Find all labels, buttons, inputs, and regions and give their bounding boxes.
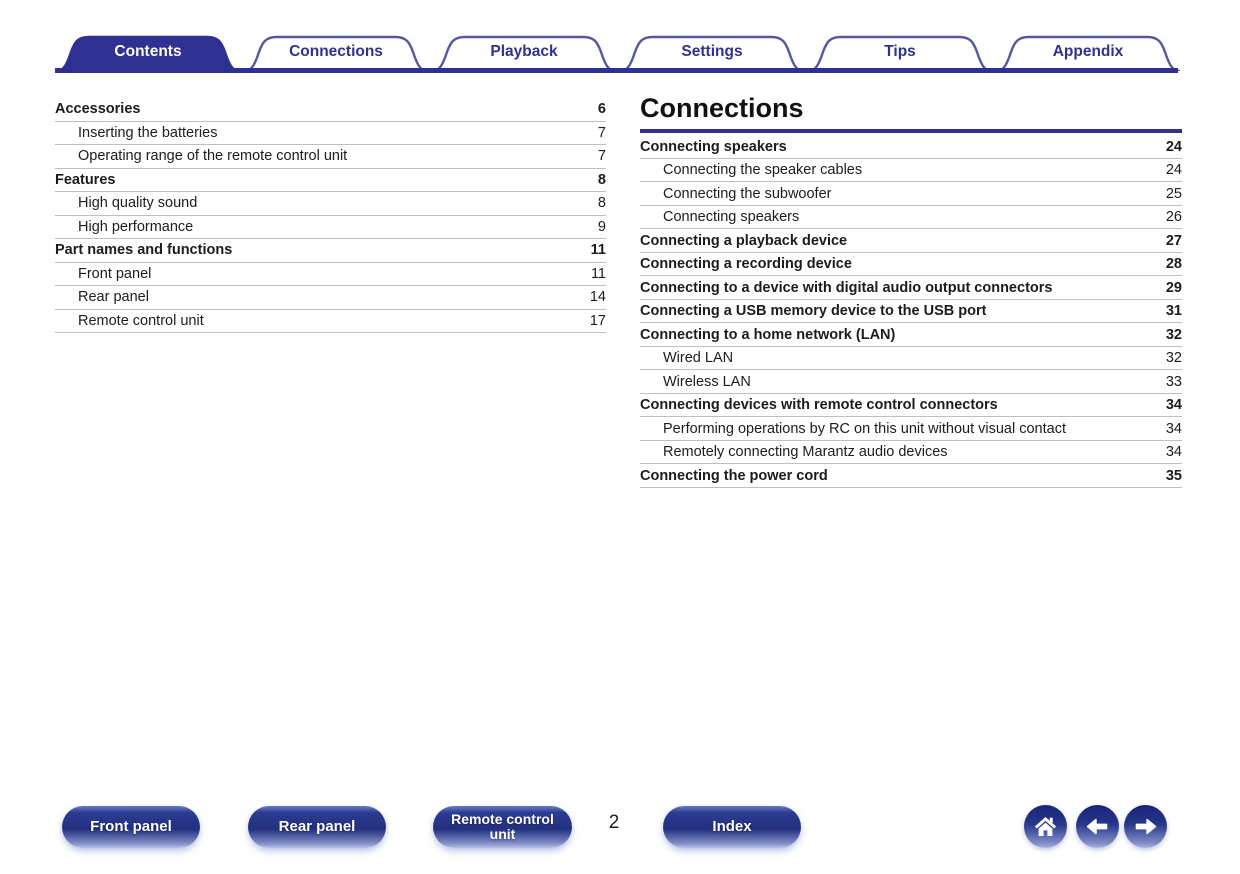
toc-entry[interactable]	[640, 229, 1182, 253]
tab-label: Settings	[681, 43, 743, 60]
toc-entry-page: 33	[1165, 373, 1182, 390]
toc-entry[interactable]	[640, 417, 1182, 441]
toc-entry-label: Connecting the subwoofer	[663, 185, 832, 202]
toc-entry-page: 25	[1165, 185, 1182, 202]
toc-entry-label: Connecting the speaker cables	[663, 162, 863, 179]
toc-entry-label: Connecting to a device with digital audio output connectors	[640, 279, 1053, 296]
tab-label: Connections	[289, 43, 383, 60]
toc-entry-page: 24	[1165, 162, 1182, 179]
toc-entry-label: Connecting speakers	[663, 209, 800, 226]
toc-entry[interactable]	[640, 347, 1182, 371]
tab[interactable]	[806, 34, 994, 71]
toc-entry-label: Rear panel	[78, 289, 149, 306]
toc-entry-page: 11	[590, 265, 606, 282]
toc-entry-page: 26	[1165, 209, 1182, 226]
toc-entry[interactable]	[55, 98, 606, 122]
toc-entry-label: Wired LAN	[663, 350, 734, 367]
toc-entry-page: 7	[597, 124, 606, 141]
toc-entry[interactable]	[640, 300, 1182, 324]
toc-entry-label: Connecting a recording device	[640, 256, 852, 273]
toc-entry-page: 34	[1165, 420, 1182, 437]
toc-entry[interactable]	[640, 159, 1182, 183]
toc-entry-page: 11	[590, 242, 606, 259]
toc-entry[interactable]	[640, 441, 1182, 465]
toc-entry-page: 7	[597, 148, 606, 165]
toc-entry[interactable]	[55, 239, 606, 263]
toc-entry-label: Features	[55, 171, 116, 188]
toc-entry-page: 31	[1165, 303, 1182, 320]
tab-label: Playback	[490, 43, 558, 60]
toc-entry[interactable]	[55, 145, 606, 169]
toc-entry[interactable]	[55, 310, 606, 334]
toc-entry-page: 34	[1165, 397, 1182, 414]
toc-entry-page: 28	[1165, 256, 1182, 273]
toc-left-column	[55, 98, 606, 333]
toc-entry-label: High performance	[78, 218, 194, 235]
toc-entry-label: Remote control unit	[78, 312, 204, 329]
forward-arrow-glyph	[1132, 813, 1159, 840]
rear-panel-button[interactable]	[248, 806, 386, 848]
remote-control-unit-button[interactable]	[433, 806, 572, 848]
toc-entry-label: Connecting a USB memory device to the USB port	[640, 303, 987, 320]
back-arrow-icon[interactable]	[1076, 805, 1119, 848]
toc-entry[interactable]	[640, 135, 1182, 159]
back-arrow-glyph	[1084, 813, 1111, 840]
toc-entry-page: 27	[1165, 232, 1182, 249]
index-button-label: Index	[712, 817, 752, 835]
toc-entry[interactable]	[55, 286, 606, 310]
toc-entry-page: 8	[597, 195, 606, 212]
toc-entry-page: 17	[589, 312, 606, 329]
toc-entry[interactable]	[55, 263, 606, 287]
tab[interactable]	[54, 34, 242, 71]
toc-entry-label: Performing operations by RC on this unit without visual contact	[663, 420, 1066, 437]
toc-entry-page: 32	[1165, 326, 1182, 343]
toc-entry[interactable]	[640, 253, 1182, 277]
toc-right-column	[640, 94, 1182, 488]
toc-entry-label: Connecting a playback device	[640, 232, 848, 249]
front-panel-button[interactable]	[62, 806, 200, 848]
forward-arrow-icon[interactable]	[1124, 805, 1167, 848]
toc-entry-page: 9	[597, 218, 606, 235]
toc-entry-label: Front panel	[78, 265, 152, 282]
tab[interactable]	[242, 34, 430, 71]
toc-entry-label: Connecting devices with remote control connectors	[640, 397, 998, 414]
toc-entry[interactable]	[55, 216, 606, 240]
toc-entry[interactable]	[640, 370, 1182, 394]
toc-entry[interactable]	[640, 464, 1182, 488]
toc-entry-page: 14	[589, 289, 606, 306]
toc-entry[interactable]	[640, 323, 1182, 347]
front-panel-button-label: Front panel	[90, 817, 172, 835]
rear-panel-button-label: Rear panel	[278, 817, 356, 835]
toc-entry[interactable]	[640, 182, 1182, 206]
toc-entry-page: 6	[597, 101, 606, 118]
toc-entry[interactable]	[55, 122, 606, 146]
toc-entry[interactable]	[640, 276, 1182, 300]
tab[interactable]	[618, 34, 806, 71]
toc-entry-label: High quality sound	[78, 195, 198, 212]
toc-entry-page: 29	[1165, 279, 1182, 296]
toc-entry-page: 32	[1165, 350, 1182, 367]
toc-entry-label: Connecting the power cord	[640, 467, 828, 484]
toc-entry-page: 34	[1165, 444, 1182, 461]
tab-label: Appendix	[1052, 43, 1124, 60]
toc-entry-label: Inserting the batteries	[78, 124, 218, 141]
page-number: 2	[608, 812, 620, 833]
toc-right-list	[640, 135, 1182, 488]
toc-entry-label: Connecting speakers	[640, 138, 787, 155]
tab-label: Tips	[884, 43, 916, 60]
toc-entry-label: Remotely connecting Marantz audio devices	[663, 444, 948, 461]
tab-underline	[55, 68, 1178, 73]
toc-entry[interactable]	[640, 394, 1182, 418]
toc-entry-label: Accessories	[55, 101, 141, 118]
tab-bar	[54, 34, 1182, 71]
toc-entry-page: 8	[597, 171, 606, 188]
toc-entry-page: 24	[1165, 138, 1182, 155]
tab[interactable]	[430, 34, 618, 71]
section-title: Connections	[640, 93, 804, 123]
home-icon[interactable]	[1024, 805, 1067, 848]
toc-entry-page: 35	[1165, 467, 1182, 484]
toc-entry-label: Part names and functions	[55, 242, 233, 259]
toc-entry-label: Operating range of the remote control unit	[78, 148, 348, 165]
toc-entry-label: Connecting to a home network (LAN)	[640, 326, 896, 343]
index-button[interactable]	[663, 806, 801, 848]
toc-entry[interactable]	[640, 206, 1182, 230]
toc-entry[interactable]	[55, 192, 606, 216]
tab[interactable]	[994, 34, 1182, 71]
tab-label: Contents	[114, 43, 182, 60]
home-icon-glyph	[1032, 813, 1059, 840]
toc-entry[interactable]	[55, 169, 606, 193]
section-title-rule	[640, 129, 1182, 133]
toc-entry-label: Wireless LAN	[663, 373, 751, 390]
remote-control-unit-button-label: Remote control unit	[451, 810, 554, 842]
